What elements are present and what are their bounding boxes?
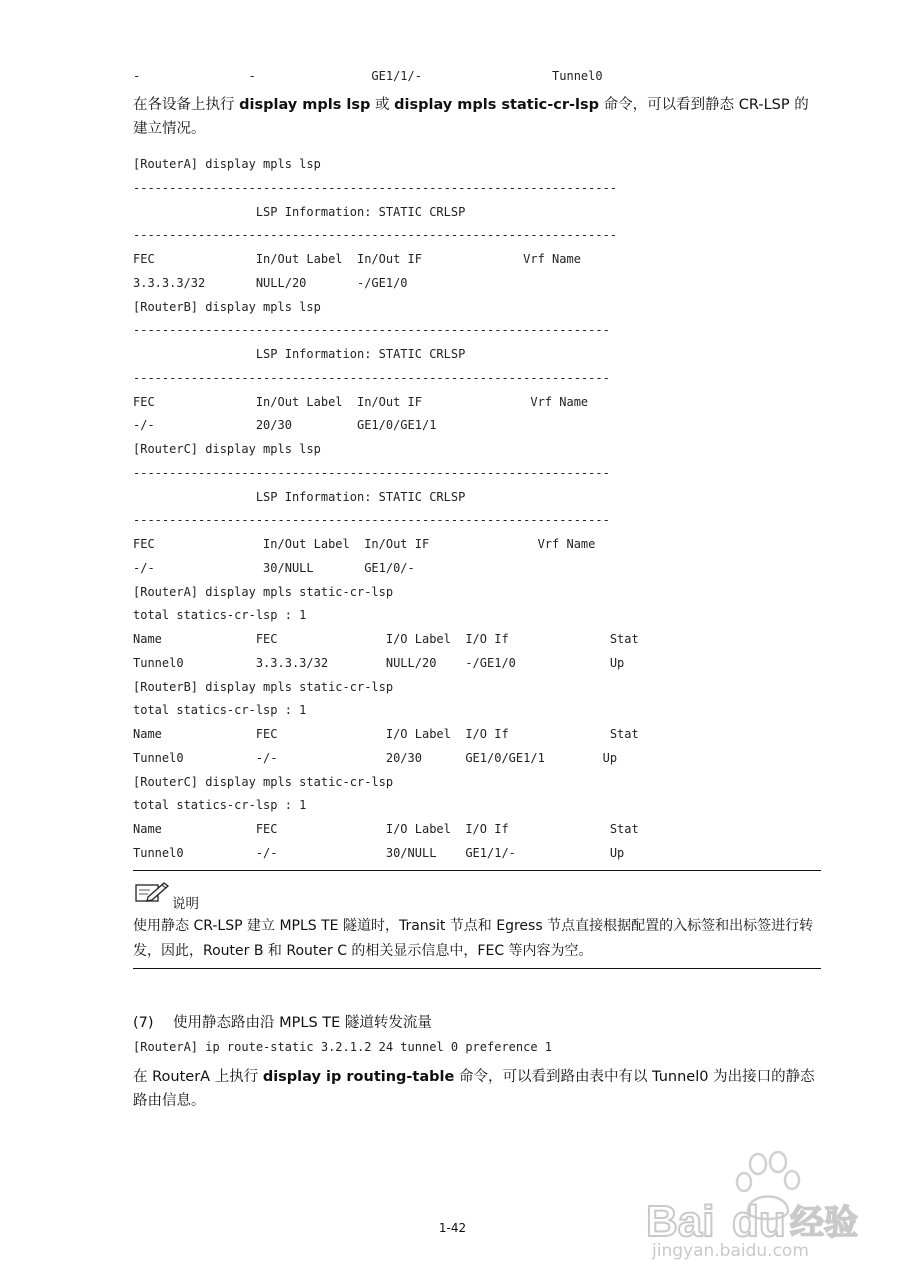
console-top-row: - - GE1/1/- Tunnel0 bbox=[133, 69, 603, 83]
intro-text-2: 或 bbox=[370, 97, 395, 113]
page-number: 1-42 bbox=[438, 1221, 467, 1235]
watermark-brand2: du bbox=[732, 1197, 786, 1246]
console-line: ------------------------------------------------------------------ bbox=[133, 465, 610, 480]
baidu-jingyan-watermark bbox=[640, 1150, 870, 1260]
console-line: LSP Information: STATIC CRLSP bbox=[133, 204, 466, 219]
note-bottom-rule bbox=[133, 968, 821, 969]
closing-command: display ip routing-table bbox=[262, 1069, 455, 1085]
console-line: LSP Information: STATIC CRLSP bbox=[133, 347, 466, 361]
console-line: Name FEC I/O Label I/O If Stat bbox=[133, 727, 639, 741]
console-line: Name FEC I/O Label I/O If Stat bbox=[133, 822, 639, 836]
watermark-cn: 经验 bbox=[790, 1203, 858, 1243]
console-line: [RouterC] display mpls lsp bbox=[133, 442, 321, 456]
console-line: Tunnel0 3.3.3.3/32 NULL/20 -/GE1/0 Up bbox=[133, 655, 625, 670]
console-line: ------------------------------------------------------------------- bbox=[133, 228, 618, 243]
console-line: total statics-cr-lsp : 1 bbox=[133, 608, 307, 623]
closing-text-1: 在 RouterA 上执行 bbox=[133, 1069, 263, 1085]
step-title: 使用静态路由沿 MPLS TE 隧道转发流量 bbox=[173, 1015, 432, 1031]
console-line: Tunnel0 -/- 20/30 GE1/0/GE1/1 Up bbox=[133, 750, 618, 765]
intro-text-1: 在各设备上执行 bbox=[133, 97, 240, 113]
intro-command-1: display mpls lsp bbox=[239, 97, 371, 113]
note-body: 使用静态 CR-LSP 建立 MPLS TE 隧道时，Transit 节点和 Egress 节点直接根据配置的入标签和出标签进行转发，因此，Router B 和 Router C 的相关显示信息中，FEC 等内容为空。 bbox=[133, 918, 814, 959]
console-line: ------------------------------------------------------------------ bbox=[133, 370, 610, 385]
step-number: (7) bbox=[133, 1015, 154, 1031]
closing-text-2: 命令，可以看到路由表中有以 Tunnel0 为出接口的静态路由信息。 bbox=[133, 1069, 815, 1109]
note-top-rule bbox=[133, 870, 821, 871]
console-line: ------------------------------------------------------------------ bbox=[133, 323, 610, 338]
console-line: Name FEC I/O Label I/O If Stat bbox=[133, 632, 639, 646]
console-line: -/- 30/NULL GE1/0/- bbox=[133, 560, 415, 575]
console-line: FEC In/Out Label In/Out IF Vrf Name bbox=[133, 252, 581, 266]
console-line: LSP Information: STATIC CRLSP bbox=[133, 489, 466, 504]
watermark-brand: Bai bbox=[646, 1197, 715, 1246]
console-line: -/- 20/30 GE1/0/GE1/1 bbox=[133, 418, 437, 433]
note-pencil-icon bbox=[134, 880, 170, 904]
console-line: [RouterB] display mpls static-cr-lsp bbox=[133, 679, 394, 694]
console-line: Tunnel0 -/- 30/NULL GE1/1/- Up bbox=[133, 845, 625, 860]
console-line: [RouterA] display mpls lsp bbox=[133, 157, 321, 171]
console-line: 3.3.3.3/32 NULL/20 -/GE1/0 bbox=[133, 275, 408, 290]
console-line: total statics-cr-lsp : 1 bbox=[133, 798, 307, 813]
console-line: ------------------------------------------------------------------ bbox=[133, 513, 610, 528]
intro-paragraph bbox=[133, 93, 823, 141]
console-line: FEC In/Out Label In/Out IF Vrf Name bbox=[133, 394, 589, 409]
intro-command-2: display mpls static-cr-lsp bbox=[394, 97, 600, 113]
console-line: FEC In/Out Label In/Out IF Vrf Name bbox=[133, 537, 596, 551]
step-command: [RouterA] ip route-static 3.2.1.2 24 tunnel 0 preference 1 bbox=[133, 1040, 553, 1054]
watermark-url: jingyan.baidu.com bbox=[652, 1241, 809, 1260]
note-title: 说明 bbox=[172, 896, 199, 912]
console-line: [RouterB] display mpls lsp bbox=[133, 299, 321, 314]
step-heading bbox=[133, 1011, 432, 1032]
console-line: ------------------------------------------------------------------- bbox=[133, 180, 618, 195]
closing-paragraph bbox=[133, 1065, 823, 1113]
console-line: total statics-cr-lsp : 1 bbox=[133, 703, 307, 718]
console-line: [RouterA] display mpls static-cr-lsp bbox=[133, 584, 394, 599]
console-line: [RouterC] display mpls static-cr-lsp bbox=[133, 774, 394, 789]
intro-text-3: 命令，可以看到静态 CR-LSP 的建立情况。 bbox=[133, 97, 809, 137]
